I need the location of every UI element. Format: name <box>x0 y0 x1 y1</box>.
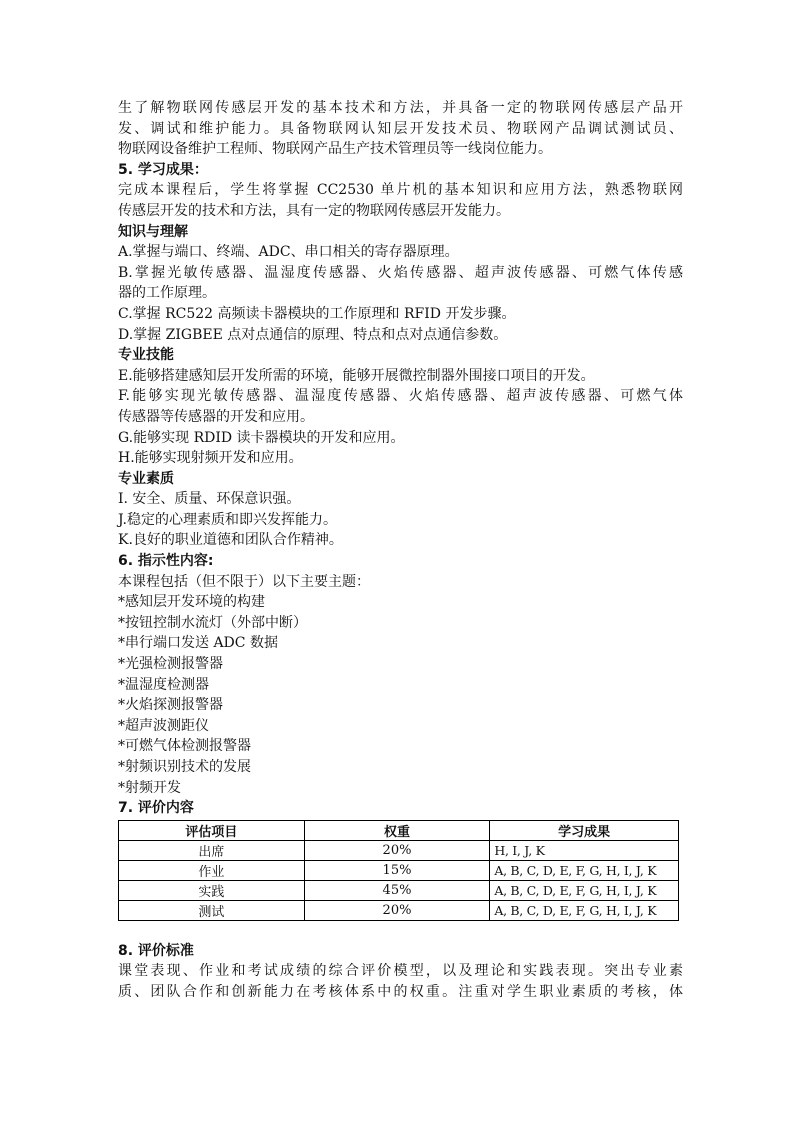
cell-weight: 20% <box>304 900 490 920</box>
evaluation-table <box>118 820 679 921</box>
topic-item: *火焰探测报警器 <box>118 697 223 714</box>
skills-item: 传感器等传感器的开发和应用。 <box>118 408 314 425</box>
section-5-line-1: 完成本课程后，学生将掌握 CC2530 单片机的基本知识和应用方法，熟悉物联网 <box>118 182 683 199</box>
topic-item: *超声波测距仪 <box>118 717 209 734</box>
skills-item: E.能够搭建感知层开发所需的环境，能够开展微控制器外围接口项目的开发。 <box>118 367 595 384</box>
intro-line-2: 发、调试和维护能力。具备物联网认知层开发技术员、物联网产品调试测试员、 <box>118 120 683 137</box>
table-row <box>119 880 679 900</box>
cell-item: 实践 <box>119 880 305 900</box>
cell-weight: 15% <box>304 860 490 880</box>
table-row <box>119 860 679 880</box>
knowledge-item: D.掌握 ZIGBEE 点对点通信的原理、特点和点对点通信参数。 <box>118 326 508 343</box>
cell-item: 作业 <box>119 860 305 880</box>
topic-item: *按钮控制水流灯（外部中断） <box>118 614 307 631</box>
knowledge-item: C.掌握 RC522 高频读卡器模块的工作原理和 RFID 开发步骤。 <box>118 305 516 322</box>
skills-item: F.能够实现光敏传感器、温湿度传感器、火焰传感器、超声波传感器、可燃气体 <box>118 388 683 405</box>
topic-item: *光强检测报警器 <box>118 656 223 673</box>
knowledge-item: A.掌握与端口、终端、ADC、串口相关的寄存器原理。 <box>118 244 459 261</box>
section-8-heading: 8. 评价标准 <box>118 942 194 959</box>
cell-weight: 20% <box>304 840 490 860</box>
header-learning-outcomes: 学习成果 <box>490 820 679 840</box>
topic-item: *感知层开发环境的构建 <box>118 594 265 611</box>
cell-outcomes: H, I, J, K <box>490 840 679 860</box>
cell-outcomes: A, B, C, D, E, F, G, H, I, J, K <box>490 900 679 920</box>
skills-item: H.能够实现射频开发和应用。 <box>118 450 303 467</box>
quality-item: J.稳定的心理素质和即兴发挥能力。 <box>118 511 337 528</box>
cell-outcomes: A, B, C, D, E, F, G, H, I, J, K <box>490 860 679 880</box>
knowledge-item: 器的工作原理。 <box>118 285 216 302</box>
table-row <box>119 900 679 920</box>
topic-item: *温湿度检测器 <box>118 676 209 693</box>
header-assessment-item: 评估项目 <box>119 820 305 840</box>
section-7-heading: 7. 评价内容 <box>118 800 194 817</box>
topic-item: *射频开发 <box>118 779 181 796</box>
table-row <box>119 840 679 860</box>
section-8-line-2: 质、团队合作和创新能力在考核体系中的权重。注重对学生职业素质的考核，体 <box>118 983 683 1000</box>
section-6-intro: 本课程包括（但不限于）以下主要主题： <box>118 573 370 590</box>
document-page <box>118 98 683 1003</box>
section-6-heading: 6. 指示性内容: <box>118 553 214 570</box>
quality-item: K.良好的职业道德和团队合作精神。 <box>118 532 343 549</box>
skills-item: G.能够实现 RDID 读卡器模块的开发和应用。 <box>118 429 405 446</box>
section-5-heading: 5. 学习成果： <box>118 161 208 178</box>
quality-heading: 专业素质 <box>118 470 174 487</box>
header-weight: 权重 <box>304 820 490 840</box>
quality-item: I. 安全、质量、环保意识强。 <box>118 491 301 508</box>
cell-item: 测试 <box>119 900 305 920</box>
skills-heading: 专业技能 <box>118 347 174 364</box>
intro-line-1: 生了解物联网传感层开发的基本技术和方法，并具备一定的物联网传感层产品开 <box>118 100 683 116</box>
intro-line-3: 物联网设备维护工程师、物联网产品生产技术管理员等一线岗位能力。 <box>118 141 552 158</box>
topic-item: *可燃气体检测报警器 <box>118 738 251 755</box>
spacer <box>118 921 683 941</box>
cell-outcomes: A, B, C, D, E, F, G, H, I, J, K <box>490 880 679 900</box>
knowledge-item: B.掌握光敏传感器、温湿度传感器、火焰传感器、超声波传感器、可燃气体传感 <box>118 264 683 281</box>
topic-item: *射频识别技术的发展 <box>118 759 251 775</box>
knowledge-heading: 知识与理解 <box>118 223 188 240</box>
section-8-line-1: 课堂表现、作业和考试成绩的综合评价模型，以及理论和实践表现。突出专业素 <box>118 963 683 980</box>
cell-weight: 45% <box>304 880 490 900</box>
section-5-line-2: 传感层开发的技术和方法，具有一定的物联网传感层开发能力。 <box>118 202 510 219</box>
cell-item: 出席 <box>119 840 305 860</box>
topic-item: *串行端口发送 ADC 数据 <box>118 635 278 652</box>
table-header-row <box>119 820 679 840</box>
